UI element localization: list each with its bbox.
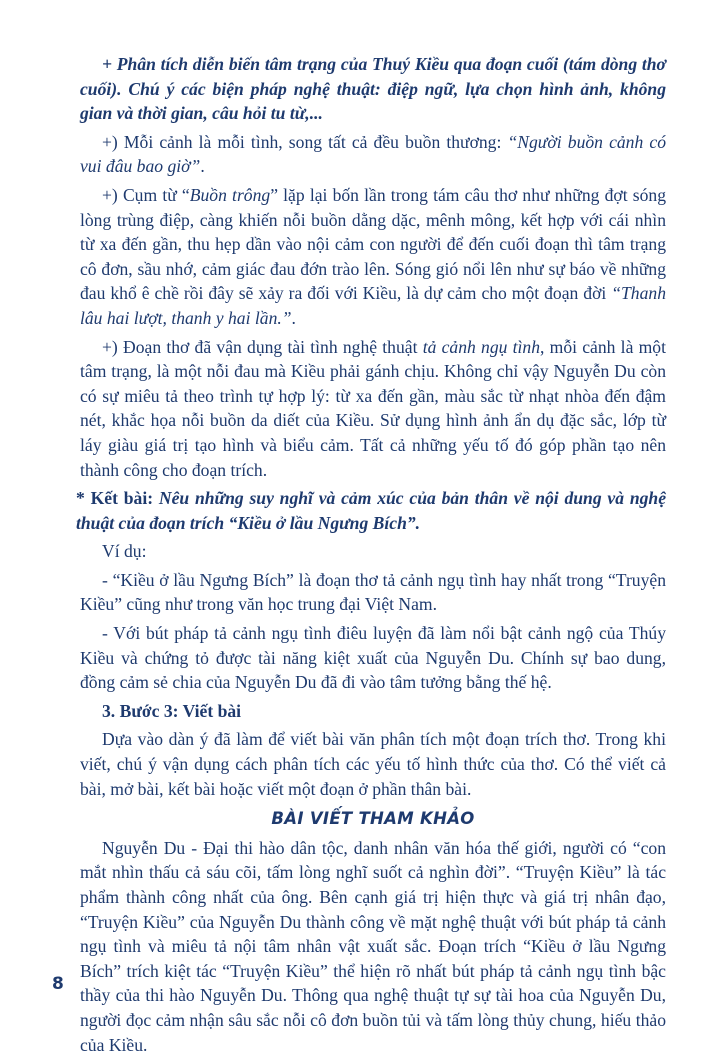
step-3-heading: 3. Bước 3: Viết bài <box>102 700 242 721</box>
p3-text-b: , mỗi cảnh là một tâm trạng, là một nỗi đau mà Kiều phải gánh chịu. Không chỉ vậy Nguyễn Du còn có sự miêu tả theo trình tự hợp lý: từ xa đến gần, màu sắc từ nhạt nhòa đến đậm nét, khắc họa nỗi buồn da diết của Kiều. Sử dụng hình ảnh ẩn dụ đặc sắc, lớp từ láy giàu giá trị tạo hình và biểu cảm. Tất cả những yếu tố đó góp phần tạo nên thành công cho đoạn trích. <box>80 336 666 480</box>
reference-text: Nguyễn Du - Đại thi hào dân tộc, danh nhân văn hóa thế giới, người có “con mắt nhìn thấu cả sáu cõi, tấm lòng nghĩ suốt cả nghìn đời”. “Truyện Kiều” là tác phẩm thành công nhất của ông. Bên cạnh giá trị hiện thực và giá trị nhân đạo, “Truyện Kiều” của Nguyễn Du thành công về mặt nghệ thuật với bút pháp tả cảnh ngụ tình và miêu tả nội tâm nhân vật xuất sắc. Đoạn trích “Kiều ở lầu Ngưng Bích” trích kiệt tác “Truyện Kiều” thể hiện rõ nhất bút pháp tả cảnh ngụ tình bậc thầy của thi hào Nguyễn Du. Thông qua nghệ thuật tự sự tài hoa của Nguyễn Du, người đọc cảm nhận sâu sắc nỗi cô đơn buồn tủi và tấm lòng thủy chung, hiếu thảo của Kiều. <box>80 837 666 1055</box>
p2-quote: Buồn trông <box>189 184 271 205</box>
p3-emphasis: tả cảnh ngụ tình <box>422 336 541 357</box>
p1-text: +) Mỗi cảnh là mỗi tình, song tất cả đều buồn thương: <box>102 131 508 152</box>
example-1: - “Kiều ở lầu Ngưng Bích” là đoạn thơ tả cảnh ngụ tình hay nhất trong “Truyện Kiều” cũng như trong văn học trung đại Việt Nam. <box>80 569 666 615</box>
analysis-heading: + Phân tích diễn biến tâm trạng của Thuý Kiều qua đoạn cuối (tám dòng thơ cuối). Chú ý các biện pháp nghệ thuật: điệp ngữ, lựa chọn hình ảnh, không gian và thời gian, câu hỏi tu từ,... <box>80 54 666 124</box>
p1-end: . <box>200 156 205 177</box>
example-2: - Với bút pháp tả cảnh ngụ tình điêu luyện đã làm nổi bật cảnh ngộ của Thúy Kiều và chứng tỏ được tài năng kiệt xuất của Nguyễn Du. Chính sự bao dung, đồng cảm sẻ chia của Nguyễn Du đã đi vào tâm tưởng bằng thế hệ. <box>80 623 666 693</box>
p1-quote: “Người buồn cảnh có vui đâu bao giờ” <box>80 131 666 177</box>
paragraph-3 <box>80 335 666 483</box>
reference-title: BÀI VIẾT THAM KHẢO <box>271 809 475 829</box>
p2-quote-2: “Thanh lâu hai lượt, thanh y hai lần.” <box>80 283 666 328</box>
page-number: 8 <box>52 974 64 994</box>
document-page <box>76 52 666 1061</box>
ket-bai-heading <box>76 486 666 535</box>
ket-bai-label: * Kết bài: <box>76 488 154 509</box>
p2-end: . <box>291 307 296 328</box>
p2-text-a: +) Cụm từ “ <box>102 184 190 205</box>
paragraph-2 <box>80 183 666 331</box>
p2-text-b: ” lặp lại bốn lần trong tám câu thơ như những đợt sóng lòng trùng điệp, càng khiến nỗi buồn dằng dặc, mênh mông, kết hợp với cái nhìn từ xa đến gần, thu hẹp dần vào nội cảm con người để đến cuối đoạn thì tâm trạng cô đơn, sầu nhớ, cảm giác đau đớn trào lên. Sóng gió nổi lên như sự báo về những đau khổ ê chề rồi đây sẽ xảy ra đối với Kiều, là dự cảm cho một đoạn đời <box>80 184 666 304</box>
step-3-text: Dựa vào dàn ý đã làm để viết bài văn phân tích một đoạn trích thơ. Trong khi viết, chú ý vận dụng cách phân tích các yếu tố hình thức của thơ. Có thể viết cả bài, mở bài, kết bài hoặc viết một đoạn ở phần thân bài. <box>80 729 666 799</box>
p3-text-a: +) Đoạn thơ đã vận dụng tài tình nghệ thuật <box>102 336 423 357</box>
ket-bai-text: Nêu những suy nghĩ và cảm xúc của bản thân về nội dung và nghệ thuật của đoạn trích “Kiều ở lầu Ngưng Bích”. <box>76 488 666 533</box>
vi-du-label: Ví dụ: <box>102 541 147 562</box>
paragraph-1 <box>80 130 666 179</box>
